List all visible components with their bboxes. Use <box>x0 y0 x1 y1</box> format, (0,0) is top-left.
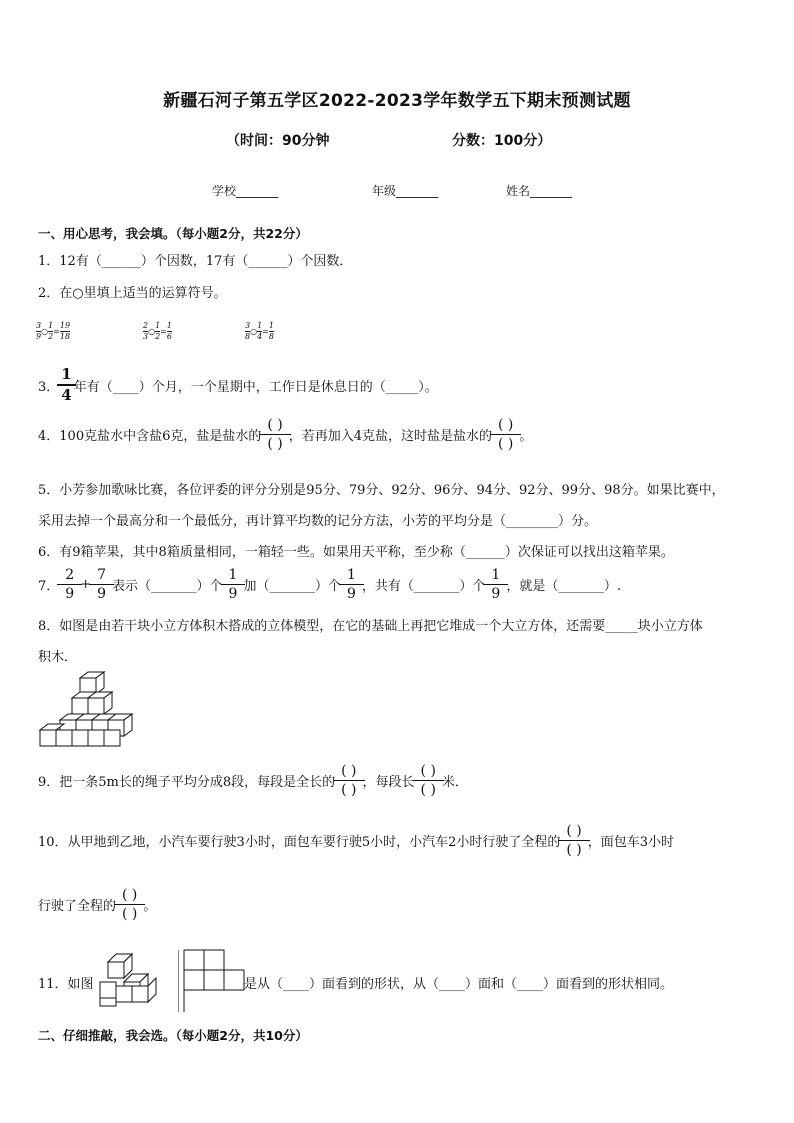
fraction-blank: ( ) ( ) <box>494 418 517 451</box>
fraction-blank: ( ) ( ) <box>417 764 440 797</box>
question-9: 9．把一条5m长的绳子平均分成8段，每段是全长的 ( ) ( ) ，每段长 ( ) ( ) 米． <box>38 763 468 798</box>
fraction: 1 8 <box>268 321 274 341</box>
page-title: 新疆石河子第五学区2022-2023学年数学五下期末预测试题 <box>163 91 631 111</box>
question-2: 2．在○里填上适当的运算符号。 <box>38 286 227 301</box>
question-6: 6．有9箱苹果，其中8箱质量相同，一箱轻一些。如果用天平称，至少称（______）次保证可以找出这箱苹果。 <box>38 545 674 560</box>
section-1-title: 一、用心思考，我会填。（每小题2分，共22分） <box>38 226 308 241</box>
name-field: 姓名_______ <box>506 184 573 198</box>
exam-time: （时间：90分钟 <box>226 133 330 149</box>
fraction: 1 2 <box>48 321 54 341</box>
fraction: 2 9 <box>61 568 78 601</box>
fraction: 1 2 <box>155 321 161 341</box>
exam-score: 分数：100分） <box>452 133 552 149</box>
school-field: 学校_______ <box>212 184 279 198</box>
question-1: 1．12有（______）个因数，17有（______）个因数． <box>38 254 353 269</box>
question-11-text: 是从（____）面看到的形状，从（____）面和（____）面看到的形状相同。 <box>244 977 674 992</box>
front-view-grid-figure <box>178 948 246 1014</box>
fraction-blank: ( ) ( ) <box>562 824 585 857</box>
fraction: 7 9 <box>93 568 110 601</box>
fraction-blank: ( ) ( ) <box>337 764 360 797</box>
fraction: 3 8 <box>245 321 251 341</box>
fraction: 2 3 <box>143 321 149 341</box>
question-10-line-2: 行驶了全程的 ( ) ( ) 。 <box>38 887 157 922</box>
question-3: 3． 1 4 年有（____）个月，一个星期中，工作日是休息日的（_____）。 <box>38 365 438 404</box>
circle-blank-icon: ○ <box>148 327 156 336</box>
question-10-line-1: 10．从甲地到乙地，小汽车要行驶3小时，面包车要行驶5小时，小汽车2小时行驶了全程的 ( ) ( ) ，面包车3小时 <box>38 823 675 858</box>
q2-expression-3: 3 8 ○ 1 4 = 1 8 <box>245 321 274 341</box>
question-5-line-1: 5．小芳参加歌咏比赛，各位评委的评分分别是95分、79分、92分、96分、94分、92分、99分、98分。如果比赛中， <box>38 483 725 498</box>
fraction: 19 18 <box>59 321 71 341</box>
fraction: 1 9 <box>225 568 242 601</box>
cube-cluster-figure <box>96 950 164 1008</box>
q2-expression-1: 3 9 ○ 1 2 = 19 18 <box>36 321 71 341</box>
fraction-blank: ( ) ( ) <box>263 418 286 451</box>
fraction-one-quarter: 1 4 <box>61 367 71 403</box>
cube-stack-figure <box>36 668 140 750</box>
circle-blank-icon: ○ <box>250 327 258 336</box>
question-5-line-2: 采用去掉一个最高分和一个最低分，再计算平均数的记分方法，小芳的平均分是（________）分。 <box>38 514 598 529</box>
question-4: 4．100克盐水中含盐6克，盐是盐水的 ( ) ( ) ，若再加入4克盐，这时盐是盐水的 ( ) ( ) 。 <box>38 417 533 452</box>
question-8-line-2: 积木． <box>38 650 78 665</box>
fraction-blank: ( ) ( ) <box>118 888 141 921</box>
fraction: 1 6 <box>166 321 172 341</box>
grade-field: 年级_______ <box>372 184 439 198</box>
fraction: 1 4 <box>257 321 263 341</box>
question-7: 7． 2 9 + 7 9 表示（_______）个 1 9 加（_______）个 1 9 ，共有（_______）个 1 9 ，就是（_______）. <box>38 567 621 602</box>
question-11-num: 11．如图 <box>38 977 94 992</box>
q2-expression-2: 2 3 ○ 1 2 = 1 6 <box>143 321 172 341</box>
question-8-line-1: 8．如图是由若干块小立方体积木搭成的立体模型，在它的基础上再把它堆成一个大立方体，还需要_____块小立方体 <box>38 619 703 634</box>
circle-blank-icon: ○ <box>41 327 49 336</box>
fraction: 3 9 <box>36 321 42 341</box>
fraction: 1 9 <box>343 568 360 601</box>
section-2-title: 二、仔细推敲，我会选。（每小题2分，共10分） <box>38 1028 308 1043</box>
fraction: 1 9 <box>487 568 504 601</box>
